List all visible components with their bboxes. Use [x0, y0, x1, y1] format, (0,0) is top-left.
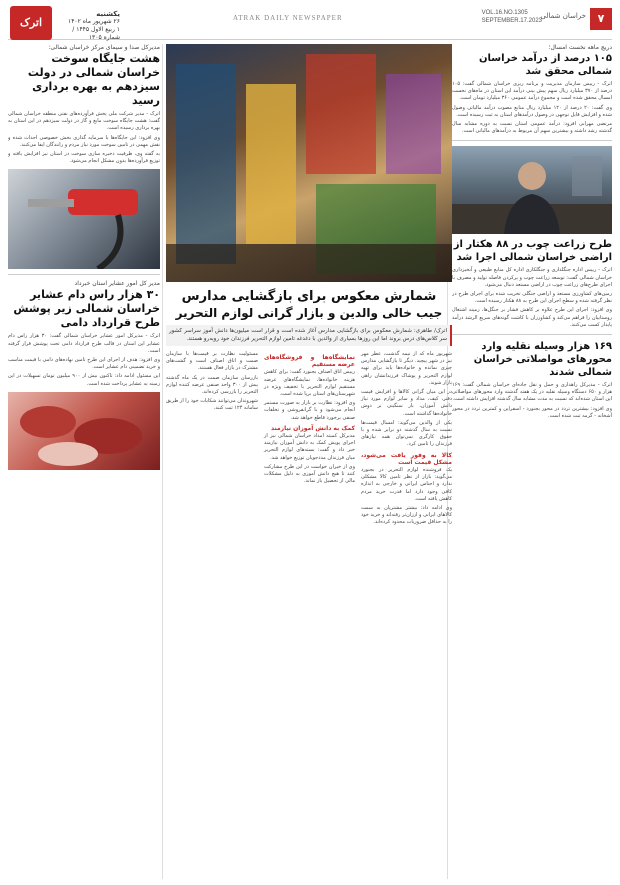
article-wood-farming — [452, 238, 612, 329]
paragraph: اترک - مدیرکل امور عشایر خراسان شمالی گفت: ۳۰ هزار راس دام عشایر این استان در قالب طرح قرارداد دامی تحت پوشش قرار گرفته است. — [8, 333, 160, 354]
article-kicker: مدیر کل امور عشایر استان خبرداد — [74, 280, 160, 288]
paragraph: وی افزود: نظارت بر بازار به صورت مستمر انجام می‌شود و با گرانفروشی و تخلفات صنفی برخورد قاطع خواهد شد. — [264, 400, 355, 421]
paragraph: وی ادامه داد: بیشتر مشتریان به سمت کالاهای ایرانی و ارزان‌تر رفته‌اند و خرید خود را به حداقل ضروریات محدود کرده‌اند. — [361, 505, 452, 526]
paragraph: وی از خیران خواست در این طرح مشارکت کنند تا هیچ دانش آموزی به دلیل مشکلات مالی از تحصیل باز نماند. — [264, 463, 355, 485]
left-column — [8, 44, 160, 879]
paragraph: یکی از والدین می‌گوید: امسال قیمت‌ها نسبت به سال گذشته دو برابر شده و با حقوق کارگری نمی‌توان همه نیازهای فرزندان را تامین کرد. — [361, 419, 452, 448]
article-body — [452, 267, 612, 329]
article-body — [452, 81, 612, 135]
atrak-logo: اترک — [10, 6, 52, 40]
date-extra: ۱ ربیع الاول ۱۴۴۵ / شماره ۱۳۰۵ — [72, 26, 120, 41]
official-photo — [452, 146, 612, 234]
paragraph: مسئولیت نظارت بر قیمت‌ها با سازمان صمت و اتاق اصناف است و گشت‌های مشترک در بازار فعال هستند. — [166, 351, 258, 372]
paper-name: ATRAK DAILY NEWSPAPER — [233, 14, 343, 22]
column-divider — [162, 44, 163, 879]
paragraph: بازرسان سازمان صمت در یک ماه گذشته بیش از ۳۰۰ واحد صنفی عرضه کننده لوازم التحریر را بازرسی کرده‌اند. — [166, 374, 259, 396]
paragraph: به گفته وی، ظرفیت ذخیره سازی سوخت در استان نیز افزایش یافته و توزیع فرآورده‌ها بدون مشکل انجام می‌شود. — [8, 151, 160, 165]
paragraph: اترک - رییس اداره جنگلداری و جنگلکاری اداره کل منابع طبیعی و آبخیزداری خراسان شمالی گفت: توسعه زراعت چوب و پرکردن فاصله تولید و مصرف با اجرای طرح‌های زراعت چوب در اراضی مستعد دنبال می‌شود. — [452, 267, 612, 288]
main-headline — [166, 288, 452, 321]
main-title-line-2: جیب خالی والدین و بازار گرانی لوازم التحریر — [175, 306, 443, 320]
subheading: نمایشگاه‌ها و فروشگاه‌های عرضه مستقیم — [264, 354, 355, 369]
article-lead: اترک/ طاهری: شمارش معکوس برای بازگشایی مدارس آغاز شده است و قرار است میلیون‌ها دانش آموز سراسر کشور سر کلاس‌های درس بروند اما این روزها بسیاری از والدین با دغدغه تامین لوازم التحریر فرزندان خود روبه‌رو هستند. — [166, 325, 452, 346]
article-revenue — [452, 44, 612, 135]
article-body — [8, 333, 160, 387]
stationery-shop-photo — [166, 44, 452, 282]
meat-cuts-icon — [8, 392, 160, 470]
right-column — [452, 44, 612, 879]
paragraph: مرتضی مهرابی افزود: درآمد عمومی استان نسبت به دوره مشابه سال گذشته رشد داشته و بیشترین سهم آن مربوط به درآمدهای مالیاتی است. — [452, 121, 612, 135]
main-title-line-1: شمارش معکوس برای بازگشایی مدارس — [181, 289, 437, 304]
paragraph: وی افزود: این جایگاه‌ها با سرمایه گذاری بخش خصوصی احداث شده و نقش مهمی در تامین سوخت مورد نیاز مردم و رانندگان ایفا می‌کنند. — [8, 134, 160, 148]
article-column — [361, 351, 452, 529]
subheading: کالا به وفور یافت می‌شود، مشکل قیمت است — [361, 451, 452, 466]
paragraph: شهریور ماه که از نیمه گذشت، عطر مهر نیز در شهر پیچید. دیگر تا بازگشایی مدارس چیزی نمانده و خانواده‌ها باید برای تهیه لوازم التحریر و پوشاک فرزندانشان راهی بازار شوند. — [361, 351, 452, 386]
paragraph: یک فروشنده لوازم التحریر در بجنورد می‌گوید: بازار از نظر تامین کالا مشکلی ندارد و اجناس ایرانی و خارجی به اندازه کافی وجود دارد اما قدرت خرید مردم کاهش یافته است. — [361, 467, 452, 502]
paragraph: زمین‌های کشاورزی مستعد و اراضی جنگلی تخریب شده برای اجرای طرح در نظر گرفته شده و سطح اجرای این طرح به ۸۸ هکتار رسیده است. — [452, 291, 612, 305]
paragraph: در این میان گرانی کالاها و افزایش قیمت دفتر، کیف، مداد و سایر لوازم مورد نیاز دانش آموزان، بار سنگینی بر دوش خانواده‌ها گذاشته است. — [361, 389, 452, 417]
main-article-columns — [166, 351, 452, 529]
man-at-desk-icon — [452, 146, 612, 234]
article-fuel-stations — [8, 44, 160, 165]
article-body — [8, 111, 160, 165]
paragraph: اترک - مدیر شرکت ملی پخش فرآورده‌های نفتی منطقه خراسان شمالی گفت: هشت جایگاه سوخت مایع و گاز در دولت سیزدهم در این استان به بهره برداری رسیده است. — [8, 111, 160, 132]
page-header — [8, 8, 612, 40]
meat-display-photo — [8, 392, 160, 470]
issue-date — [58, 10, 120, 42]
paragraph: وی گفت: ۲۰ درصد از ۱۲۰ میلیارد ریال منابع مصوب درآمد مالیاتی وصول شده و افزایش قابل توجهی در وصول درآمدهای استان به ثبت رسیده است. — [452, 104, 612, 118]
article-title: هشت جایگاه سوخت خراسان شمالی در دولت سیزدهم به بهره برداری رسید — [27, 52, 160, 107]
article-kicker: مدیرکل صدا و سیمای مرکز خراسان شمالی: — [48, 44, 160, 51]
paragraph: مدیرکل کمیته امداد خراسان شمالی نیز از اجرای پویش کمک به دانش آموزان نیازمند خبر داد و گفت: بسته‌های لوازم التحریر میان فرزندان مددجویان توزیع خواهد شد. — [264, 433, 355, 461]
article-vehicles — [452, 340, 612, 420]
divider — [8, 274, 160, 275]
date-fa: ۲۶ شهریور ماه ۱۴۰۲ — [67, 18, 120, 25]
article-body — [452, 382, 612, 420]
center-column — [166, 44, 452, 879]
article-column — [166, 351, 258, 529]
section-name: خراسان شمالی — [540, 12, 586, 20]
stationery-display-icon — [166, 44, 452, 282]
paragraph: رییس اتاق اصناف بجنورد گفت: برای کاهش هزینه خانواده‌ها، نمایشگاه‌های عرضه مستقیم لوازم التحریر با تخفیف ویژه در شهرستان‌های استان برپا شده است. — [264, 369, 355, 398]
divider — [452, 334, 612, 335]
article-title: ۳۰ هزار راس دام عشایر خراسان شمالی زیر پوشش طرح قرارداد دامی — [13, 288, 160, 330]
article-kicker: دریچ ماهه نخست امسال؛ — [548, 44, 612, 51]
paragraph: وی افزود: اجرای این طرح علاوه بر کاهش فشار بر جنگل‌ها، زمینه اشتغال روستاییان را فراهم می‌کند و کشاورزان با کاشت گونه‌های سریع الرشد درآمد پایدار کسب می‌کنند. — [452, 307, 612, 328]
volume-number: VOL.16.NO.1305 — [481, 10, 528, 16]
issue-date-en: SEPTEMBER.17.2023 — [481, 18, 542, 24]
article-title: ۱۶۹ هزار وسیله نقلیه وارد محورهای مواصلاتی خراسان شمالی شدند — [473, 341, 612, 379]
fuel-nozzle-photo — [8, 169, 160, 269]
issue-info — [482, 9, 542, 25]
weekday: یکشنبه — [96, 10, 120, 18]
article-column — [264, 351, 355, 529]
paragraph: اترک - رییس سازمان مدیریت و برنامه ریزی خراسان شمالی گفت: ۱۰۵ درصد از ۳۷۰ میلیارد ریال سهم پیش بینی درآمد این استان در ماه‌های نخست امسال محقق شده است و مجموع درآمد عمومی ۳۶۰ میلیارد تومان است. — [452, 81, 612, 102]
paragraph: اترک - مدیرکل راهداری و حمل و نقل جاده‌ای خراسان شمالی گفت: ۱۶۹ هزار و ۶۵۰ دستگاه وسیله نقلیه در یک هفته گذشته وارد محورهای مواصلاتی این استان شده‌اند که نسبت به مدت مشابه سال گذشته افزایش داشته است. — [452, 382, 612, 403]
article-title: ۱۰۵ درصد از درآمد خراسان شمالی محقق شد — [478, 53, 612, 77]
divider — [452, 140, 612, 141]
paragraph: وی افزود: بیشترین تردد در محور بجنورد - اسفراین و کمترین تردد در محور آشخانه - گرمه ثبت شده است. — [452, 405, 612, 419]
paragraph: این مسئول ادامه داد: تاکنون بیش از ۹۰۰ میلیون تومان تسهیلات در این زمینه به عشایر پرداخت شده است. — [8, 373, 160, 387]
subheading: کمک به دانش آموزان نیازمند — [271, 424, 355, 432]
paragraph: وی افزود: هدف از اجرای این طرح تامین نهاده‌های دامی با قیمت مناسب و خرید تضمینی دام عشایر است. — [8, 357, 160, 371]
paragraph: شهروندان می‌توانند شکایات خود را از طریق سامانه ۱۲۴ ثبت کنند. — [166, 398, 258, 412]
page-number: ۷ — [590, 8, 612, 30]
article-livestock — [8, 280, 160, 387]
article-title: طرح زراعت چوب در ۸۸ هکتار از اراضی خراسان شمالی اجرا شد — [453, 239, 612, 264]
fuel-nozzle-icon — [8, 169, 160, 269]
